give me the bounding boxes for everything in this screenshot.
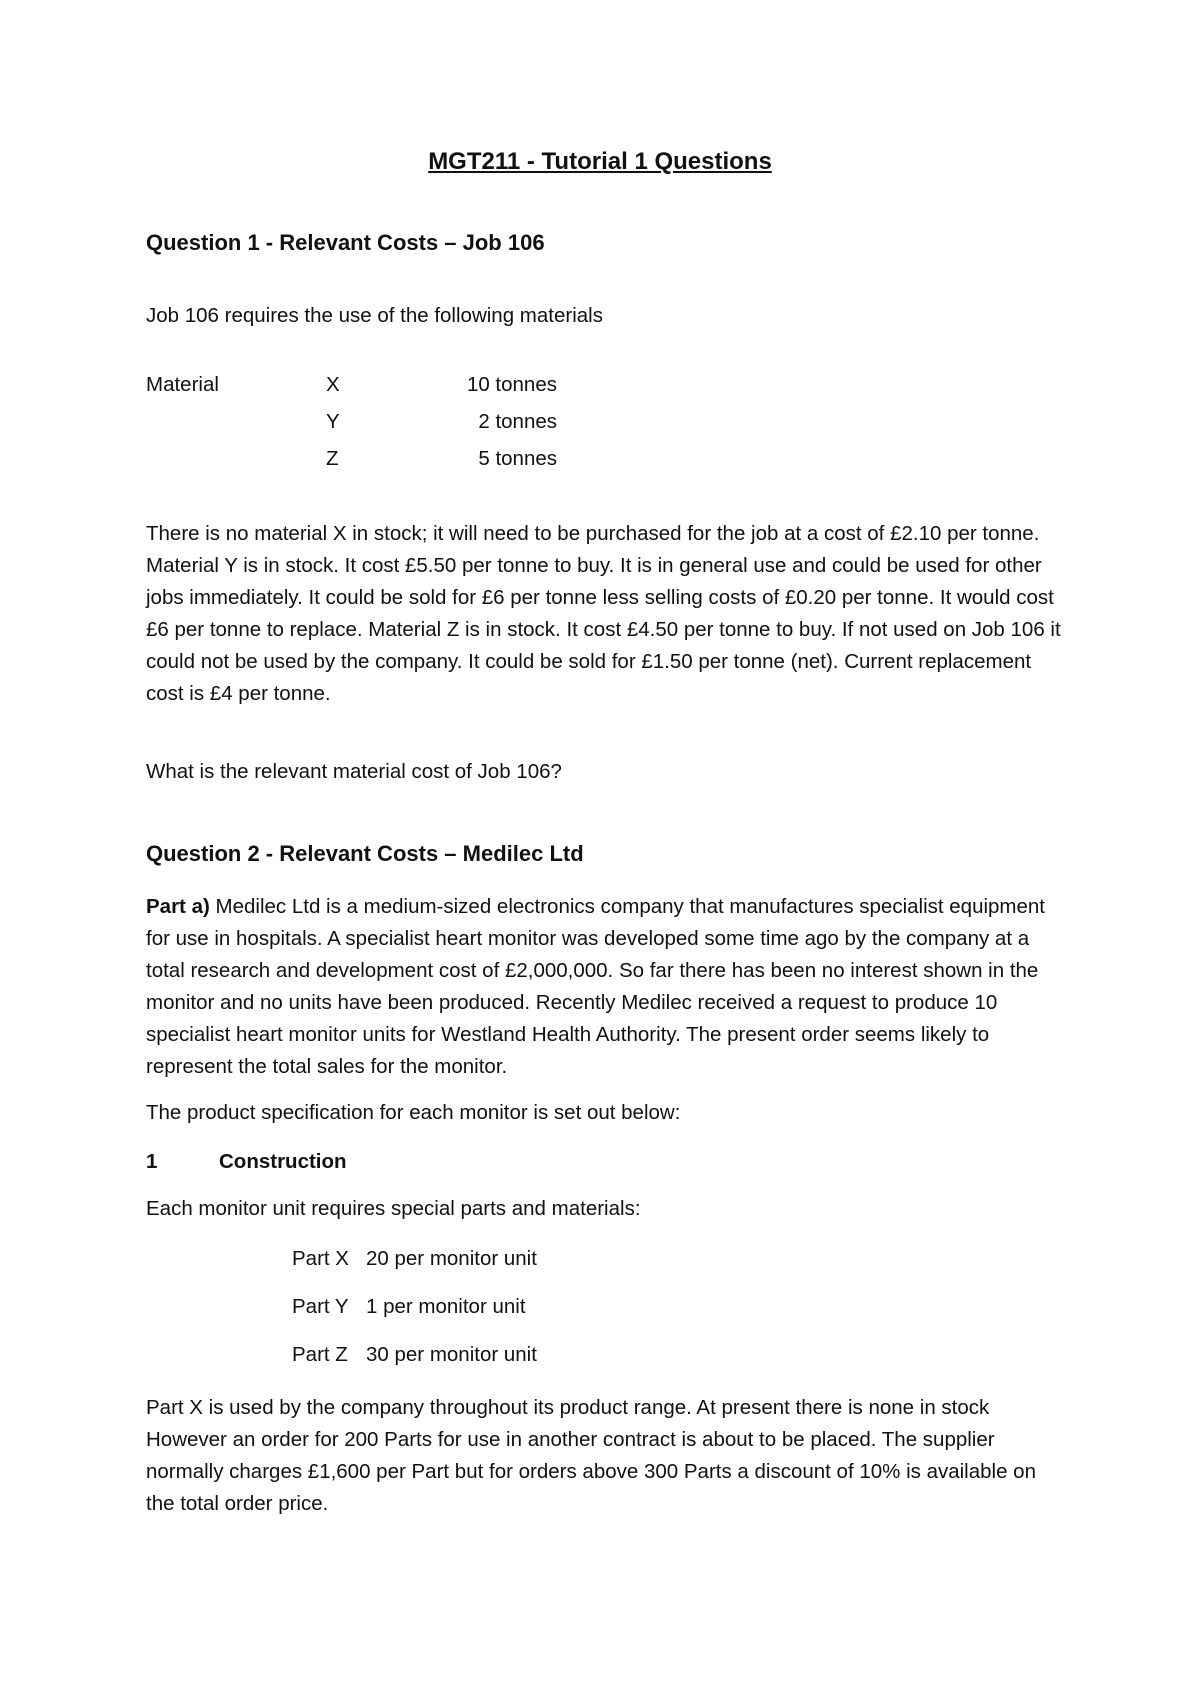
- material-code: Z: [326, 446, 339, 470]
- material-code: X: [326, 372, 340, 396]
- materials-table: [146, 366, 557, 477]
- table-row: [146, 366, 557, 403]
- part-qty: 30 per monitor unit: [366, 1343, 537, 1366]
- part-qty: 1 per monitor unit: [366, 1295, 526, 1318]
- table-row: [146, 440, 557, 477]
- section-number: 1: [146, 1150, 158, 1173]
- part-name: Part Y: [292, 1295, 349, 1318]
- part-a-label: Part a): [146, 895, 210, 918]
- part-name: Part Z: [292, 1343, 348, 1366]
- page-title: MGT211 - Tutorial 1 Questions: [428, 148, 772, 175]
- q2-closing: Part X is used by the company throughout its product range. At present there is none in stock However an order for 200 Parts for use in another contract is about to be placed. The supplier normally charges £1,600 per Part but for orders above 300 Parts a discount of 10% is available on the total order price.: [146, 1396, 1036, 1515]
- parts-intro: Each monitor unit requires special parts and materials:: [146, 1197, 641, 1220]
- part-a-text: Medilec Ltd is a medium-sized electronics company that manufactures specialist equipment for use in hospitals. A specialist heart monitor was developed some time ago by the company at a total research and development cost of £2,000,000. So far there has been no interest shown in the monitor and no units have been produced. Recently Medilec received a request to produce 10 specialist heart monitor units for Westland Health Authority. The present order seems likely to represent the total sales for the monitor.: [146, 895, 1046, 1078]
- q1-question: What is the relevant material cost of Job 106?: [146, 760, 562, 783]
- part-name: Part X: [292, 1247, 349, 1270]
- q2-heading: Question 2 - Relevant Costs – Medilec Ltd: [146, 841, 584, 866]
- material-qty: 10 tonnes: [466, 372, 557, 396]
- part-qty: 20 per monitor unit: [366, 1247, 537, 1270]
- q1-body: There is no material X in stock; it will need to be purchased for the job at a cost of £2.10 per tonne. Material Y is in stock. It cost £5.50 per tonne to buy. It is in general use and could be used for other jobs immediately. It could be sold for £6 per tonne less selling costs of £0.20 per tonne. It would cost £6 per tonne to replace. Material Z is in stock. It cost £4.50 per tonne to buy. If not used on Job 106 it could not be used by the company. It could be sold for £1.50 per tonne (net). Current replacement cost is £4 per tonne.: [146, 522, 1061, 705]
- material-code: Y: [326, 409, 340, 433]
- section-title: Construction: [219, 1150, 347, 1173]
- spec-intro: The product specification for each monitor is set out below:: [146, 1101, 681, 1124]
- table-row: [146, 403, 557, 440]
- q1-heading: Question 1 - Relevant Costs – Job 106: [146, 230, 545, 255]
- material-qty: 2 tonnes: [478, 409, 557, 433]
- material-qty: 5 tonnes: [478, 446, 557, 470]
- q2-part-a: [146, 891, 1066, 1083]
- material-label: Material: [146, 372, 219, 396]
- q1-intro: Job 106 requires the use of the following materials: [146, 304, 603, 327]
